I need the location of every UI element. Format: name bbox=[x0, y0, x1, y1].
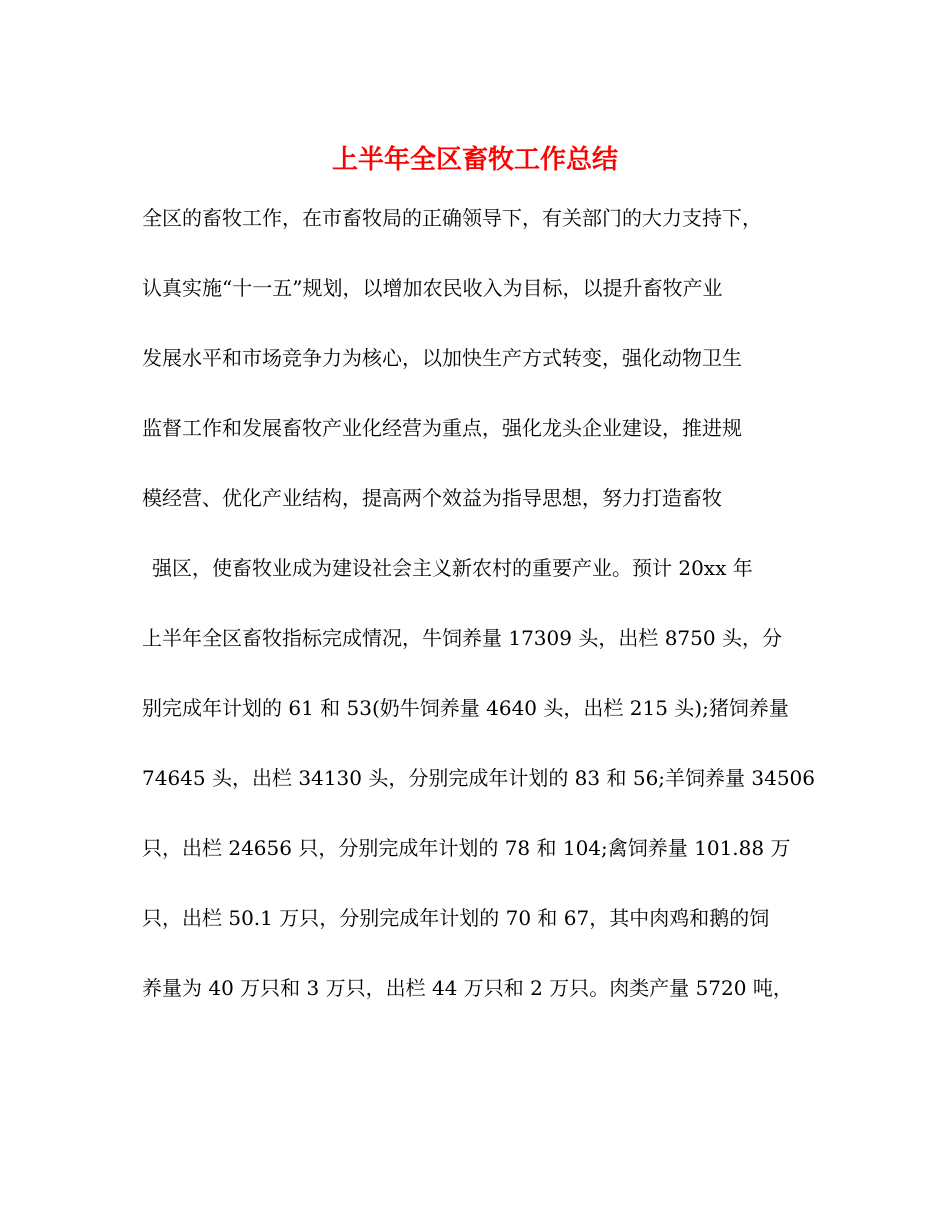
body-line-1: 全区的畜牧工作，在市畜牧局的正确领导下，有关部门的大力支持下， bbox=[142, 206, 762, 230]
body-line-2: 认真实施“十一五”规划，以增加农民收入为目标，以提升畜牧产业 bbox=[142, 276, 723, 300]
document-title: 上半年全区畜牧工作总结 bbox=[331, 145, 618, 175]
body-line-4: 监督工作和发展畜牧产业化经营为重点，强化龙头企业建设，推进规 bbox=[142, 416, 742, 440]
body-line-5: 模经营、优化产业结构，提高两个效益为指导思想，努力打造畜牧 bbox=[142, 486, 722, 510]
body-line-11: 只，出栏 50.1 万只，分别完成年计划的 70 和 67，其中肉鸡和鹅的饲 bbox=[142, 906, 770, 930]
body-line-12: 养量为 40 万只和 3 万只，出栏 44 万只和 2 万只。肉类产量 5720 吨， bbox=[142, 976, 793, 1000]
body-line-10: 只，出栏 24656 只，分别完成年计划的 78 和 104;禽饲养量 101.88 万 bbox=[142, 836, 791, 860]
body-line-7: 上半年全区畜牧指标完成情况，牛饲养量 17309 头，出栏 8750 头，分 bbox=[142, 626, 782, 650]
body-line-9: 74645 头，出栏 34130 头，分别完成年计划的 83 和 56;羊饲养量 34506 bbox=[142, 766, 816, 790]
body-line-6: 强区，使畜牧业成为建设社会主义新农村的重要产业。预计 20xx 年 bbox=[152, 556, 753, 580]
body-line-8: 别完成年计划的 61 和 53(奶牛饲养量 4640 头，出栏 215 头);猪饲养量 bbox=[142, 696, 789, 720]
body-line-3: 发展水平和市场竞争力为核心，以加快生产方式转变，强化动物卫生 bbox=[142, 346, 742, 370]
